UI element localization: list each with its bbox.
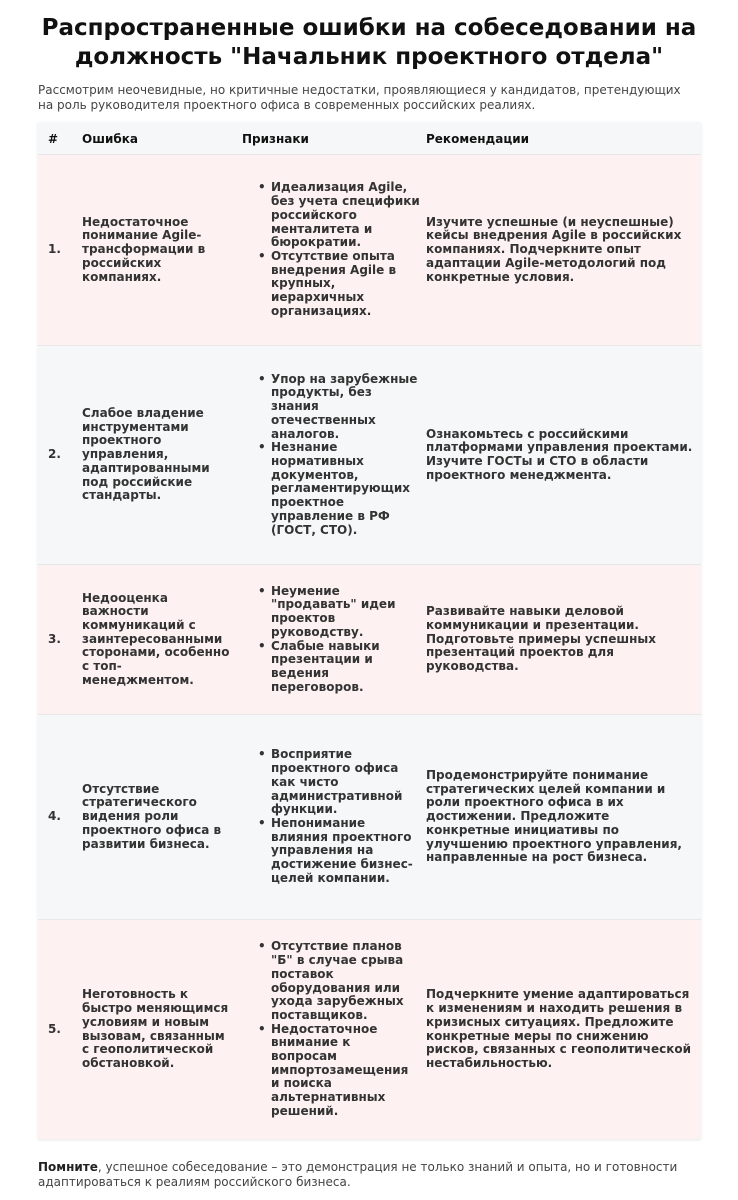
sign-item: • Слабые навыки презентации и ведения переговоров. — [258, 640, 420, 695]
row-signs — [258, 715, 420, 919]
row-signs — [258, 565, 420, 714]
row-recommendation: Ознакомьтесь с российскими платформами управления проектами. Изучите ГОСТы и СТО в области проектного менеджмента. — [426, 426, 693, 482]
row-signs — [258, 346, 420, 564]
row-number: 5. — [48, 1021, 61, 1036]
signs-list — [258, 940, 420, 1118]
row-number: 2. — [48, 447, 61, 462]
page-title: Распространенные ошибки на собеседовании на должность "Начальник проектного отдела" — [41, 15, 697, 70]
footer-note — [38, 1160, 698, 1190]
sign-item: • Идеализация Agile, без учета специфики российского менталитета и бюрократии. — [258, 181, 420, 250]
sign-item: • Отсутствие опыта внедрения Agile в крупных, иерархичных организациях. — [258, 250, 420, 319]
row-error: Недостаточное понимание Agile-трансформации в российских компаниях. — [82, 214, 206, 284]
row-error: Слабое владение инструментами проектного управления, адаптированными под российские стандарты. — [82, 406, 210, 503]
row-number: 1. — [48, 242, 61, 257]
row-signs — [258, 920, 420, 1139]
signs-list — [258, 585, 420, 695]
row-signs — [258, 155, 420, 345]
sign-item: • Упор на зарубежные продукты, без знания отечественных аналогов. — [258, 373, 420, 442]
header-error: Ошибка — [82, 132, 138, 146]
header-recommendations: Рекомендации — [426, 132, 530, 146]
intro-paragraph: Рассмотрим неочевидные, но критичные недостатки, проявляющиеся у кандидатов, претендующих на роль руководителя проектного офиса в современных российских реалиях. — [38, 83, 681, 112]
signs-list — [258, 748, 420, 885]
footer-emphasis: Помните — [38, 1160, 98, 1174]
sign-item: • Отсутствие планов "Б" в случае срыва поставок оборудования или ухода зарубежных поставщиков. — [258, 940, 420, 1022]
table-row — [38, 346, 701, 565]
header-signs: Признаки — [242, 132, 309, 146]
row-number: 3. — [48, 631, 61, 646]
sign-item: • Недостаточное внимание к вопросам импортозамещения и поиска альтернативных решений. — [258, 1023, 420, 1119]
table-row — [38, 155, 701, 346]
row-error: Недооценка важности коммуникаций с заинтересованными сторонами, особенно с топ-менеджментом. — [82, 590, 230, 687]
sign-item: • Незнание нормативных документов, регламентирующих проектное управление в РФ (ГОСТ, СТО). — [258, 441, 420, 537]
row-error: Отсутствие стратегического видения роли проектного офиса в развитии бизнеса. — [82, 781, 222, 851]
footer-text: , успешное собеседование – это демонстрация не только знаний и опыта, но и готовности адаптироваться к реалиям российского бизнеса. — [38, 1160, 678, 1189]
row-recommendation: Развивайте навыки деловой коммуникации и презентации. Подготовьте примеры успешных презентаций проектов для руководства. — [426, 604, 656, 674]
row-recommendation: Подчеркните умение адаптироваться к изменениям и находить решения в кризисных ситуациях. Предложите конкретные меры по снижению рисков, связанных с геополитической нестабильностью. — [426, 987, 691, 1070]
sign-item: • Восприятие проектного офиса как чисто административной функции. — [258, 748, 420, 817]
table-row — [38, 920, 701, 1139]
row-number: 4. — [48, 809, 61, 824]
sign-item: • Неумение "продавать" идеи проектов руководству. — [258, 585, 420, 640]
signs-list — [258, 373, 420, 537]
row-recommendation: Продемонстрируйте понимание стратегических целей компании и роли проектного офиса в их достижении. Предложите конкретные инициативы по улучшению проектного управления, направленные на рост бизнеса. — [426, 768, 682, 865]
signs-list — [258, 181, 420, 318]
row-recommendation: Изучите успешные (и неуспешные) кейсы внедрения Agile в российских компаниях. Подчеркните опыт адаптации Agile-методологий под конкретные условия. — [426, 214, 682, 284]
header-num: # — [48, 132, 59, 146]
table-header — [38, 122, 701, 155]
errors-table — [38, 122, 701, 1139]
table-row — [38, 565, 701, 715]
sign-item: • Непонимание влияния проектного управления на достижение бизнес-целей компании. — [258, 817, 420, 886]
row-error: Неготовность к быстро меняющимся условиям и новым вызовам, связанным с геополитической обстановкой. — [82, 987, 229, 1070]
table-row — [38, 715, 701, 920]
